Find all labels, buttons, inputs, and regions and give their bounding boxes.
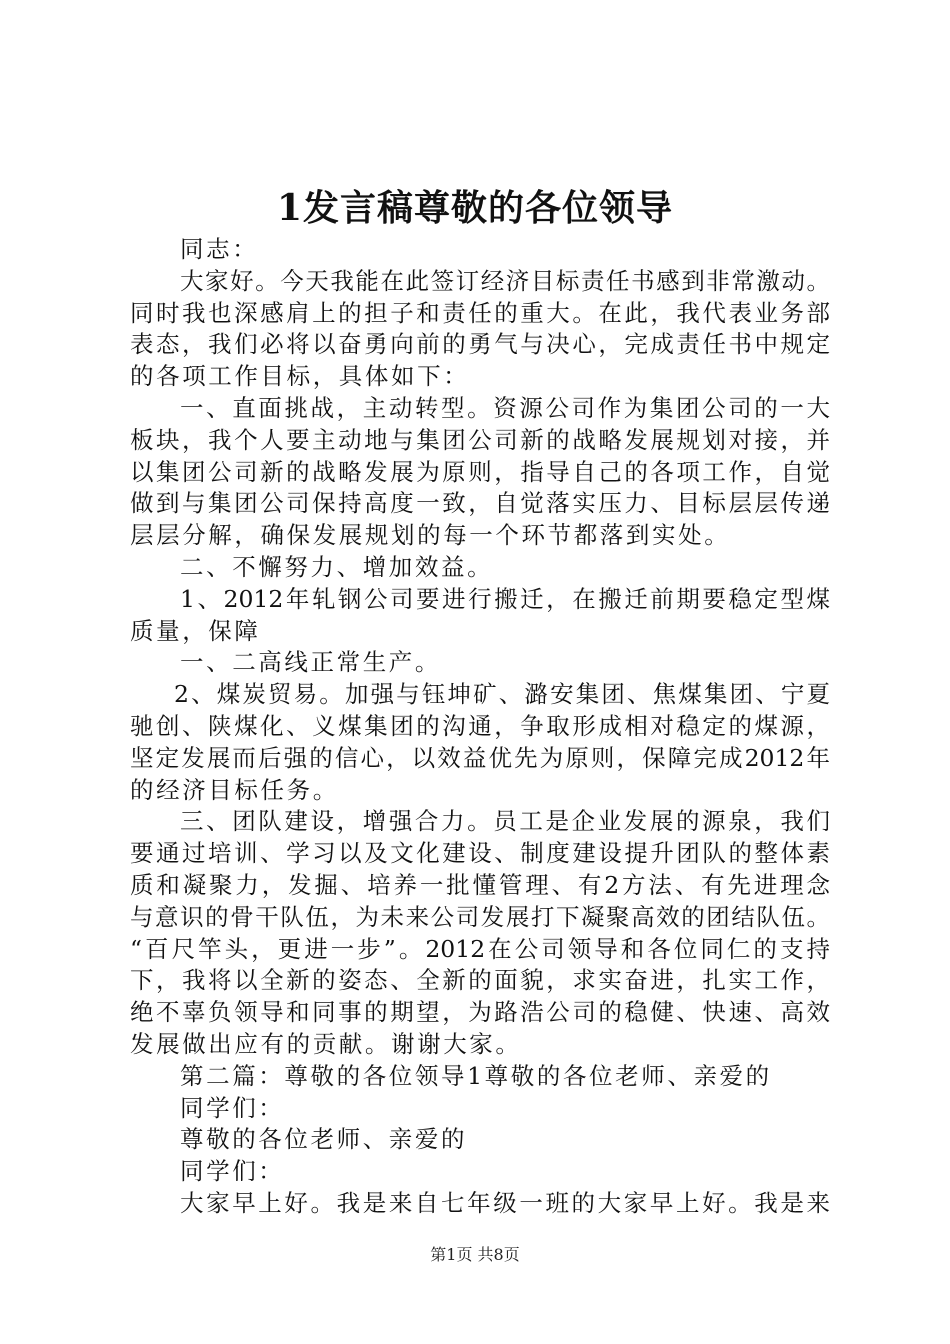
text-line: 大家好。今天我能在此签订经济目标责任书感到非常激动。: [180, 266, 830, 295]
text-line: 驰创、陕煤化、义煤集团的沟通，争取形成相对稳定的煤源，: [130, 711, 830, 740]
text-line: 坚定发展而后强的信心，以效益优先为原则，保障完成2012年: [130, 743, 830, 772]
text-line: 绝不辜负领导和同事的期望，为路浩公司的稳健、快速、高效: [130, 998, 830, 1027]
section-heading: 第二篇：尊敬的各位领导1尊敬的各位老师、亲爱的: [180, 1061, 772, 1090]
text-line: 一、直面挑战，主动转型。资源公司作为集团公司的一大: [180, 393, 830, 422]
text-line: 的各项工作目标，具体如下：: [130, 362, 470, 391]
page-footer: 第1页 共8页: [430, 1245, 520, 1264]
text-line: 一、二高线正常生产。: [180, 648, 441, 677]
text-line: “百尺竿头，更进一步”。2012在公司领导和各位同仁的支持: [130, 934, 830, 963]
text-line: 的经济目标任务。: [130, 775, 339, 804]
text-line: 层层分解，确保发展规划的每一个环节都落到实处。: [130, 521, 731, 550]
text-line: 同志：: [180, 235, 259, 263]
text-line: 同学们：: [180, 1093, 285, 1122]
text-line: 质量，保障: [130, 616, 261, 645]
page-title: 1发言稿尊敬的各位领导: [276, 187, 674, 229]
text-line: 尊敬的各位老师、亲爱的: [180, 1125, 468, 1154]
text-line: 1、2012年轧钢公司要进行搬迁，在搬迁前期要稳定型煤: [180, 584, 830, 613]
text-line: 板块，我个人要主动地与集团公司新的战略发展规划对接，并: [130, 425, 830, 454]
document-body: [130, 234, 830, 1220]
text-line: 同时我也深感肩上的担子和责任的重大。在此，我代表业务部: [130, 298, 830, 327]
text-line: 以集团公司新的战略发展为原则，指导自己的各项工作，自觉: [130, 457, 830, 486]
text-line: 三、团队建设，增强合力。员工是企业发展的源泉，我们: [180, 807, 830, 836]
text-line: 2、煤炭贸易。加强与钰坤矿、潞安集团、焦煤集团、宁夏: [174, 680, 830, 709]
text-line: 同学们：: [180, 1157, 285, 1186]
text-line: 大家早上好。我是来自七年级一班的大家早上好。我是来: [180, 1188, 830, 1217]
text-line: 质和凝聚力，发掘、培养一批懂管理、有2方法、有先进理念: [130, 870, 830, 899]
text-line: 发展做出应有的贡献。谢谢大家。: [130, 1029, 522, 1058]
text-line: 做到与集团公司保持高度一致，自觉落实压力、目标层层传递: [130, 489, 830, 518]
text-line: 与意识的骨干队伍，为未来公司发展打下凝聚高效的团结队伍。: [130, 902, 830, 931]
text-line: 下，我将以全新的姿态、全新的面貌，求实奋进，扎实工作，: [130, 966, 830, 995]
text-line: 表态，我们必将以奋勇向前的勇气与决心，完成责任书中规定: [130, 330, 830, 359]
text-line: 要通过培训、学习以及文化建设、制度建设提升团队的整体素: [130, 839, 830, 868]
text-line: 二、不懈努力、增加效益。: [180, 552, 494, 581]
